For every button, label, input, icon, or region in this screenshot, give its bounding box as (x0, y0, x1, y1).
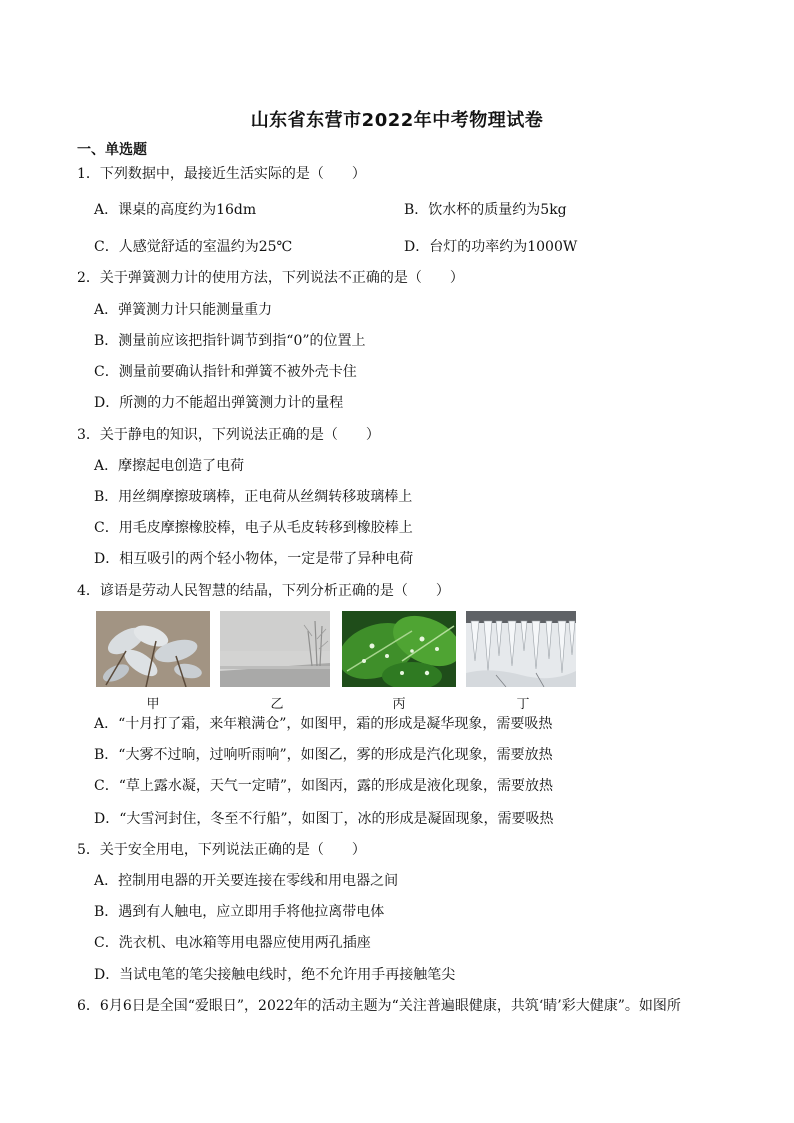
question-2-option-c: C．测量前要确认指针和弹簧不被外壳卡住 (94, 364, 357, 380)
question-1-option-d: D．台灯的功率约为1000W (404, 239, 578, 255)
question-5-option-d: D．当试电笔的笔尖接触电线时，绝不允许用手再接触笔尖 (94, 967, 456, 983)
question-5-stem: 5．关于安全用电，下列说法正确的是（ ） (77, 842, 366, 858)
question-2-option-b: B．测量前应该把指针调节到指“0”的位置上 (94, 333, 366, 349)
question-1-option-c: C．人感觉舒适的室温约为25℃ (94, 239, 293, 255)
question-3-stem: 3．关于静电的知识，下列说法正确的是（ ） (77, 427, 380, 443)
question-5-option-c: C．洗衣机、电冰箱等用电器应使用两孔插座 (94, 935, 371, 951)
photo-label-ding: 丁 (516, 697, 530, 712)
question-4-figure (96, 611, 581, 711)
photo-label-yi: 乙 (270, 697, 284, 712)
section-heading: 一、单选题 (77, 142, 147, 158)
question-3-option-a: A．摩擦起电创造了电荷 (94, 458, 245, 474)
ice-photo (466, 611, 580, 687)
question-4-option-d: D．“大雪河封住，冬至不行船”，如图丁，冰的形成是凝固现象，需要吸热 (94, 811, 554, 827)
question-2-option-d: D．所测的力不能超出弹簧测力计的量程 (94, 395, 344, 411)
question-4-option-a: A．“十月打了霜，来年粮满仓”，如图甲，霜的形成是凝华现象，需要吸热 (94, 716, 553, 732)
question-2-option-a: A．弹簧测力计只能测量重力 (94, 302, 273, 318)
question-4-option-b: B．“大雾不过晌，过响听雨响”，如图乙，雾的形成是汽化现象，需要放热 (94, 747, 553, 763)
question-1-stem: 1．下列数据中，最接近生活实际的是（ ） (77, 166, 366, 182)
question-1-option-a: A．课桌的高度约为16dm (94, 202, 257, 218)
question-3-option-d: D．相互吸引的两个轻小物体，一定是带了异种电荷 (94, 551, 414, 567)
page-title: 山东省东营市2022年中考物理试卷 (250, 110, 544, 131)
question-2-stem: 2．关于弹簧测力计的使用方法，下列说法不正确的是（ ） (77, 270, 464, 286)
question-3-option-b: B．用丝绸摩擦玻璃棒，正电荷从丝绸转移玻璃棒上 (94, 489, 413, 505)
photo-label-bing: 丙 (392, 697, 406, 712)
photo-label-jia: 甲 (146, 697, 160, 712)
fog-photo (220, 611, 334, 687)
question-6-stem: 6．6月6日是全国“爱眼日”，2022年的活动主题为“关注普遍眼健康，共筑‘睛’彩大健康”。如图所 (77, 998, 681, 1014)
question-5-option-a: A．控制用电器的开关要连接在零线和用电器之间 (94, 873, 399, 889)
question-4-option-c: C．“草上露水凝，天气一定晴”，如图丙，露的形成是液化现象，需要放热 (94, 778, 554, 794)
question-3-option-c: C．用毛皮摩擦橡胶棒，电子从毛皮转移到橡胶棒上 (94, 520, 413, 536)
dew-photo (342, 611, 456, 687)
question-1-option-b: B．饮水杯的质量约为5kg (404, 202, 567, 218)
frost-photo (96, 611, 210, 687)
question-4-stem: 4．谚语是劳动人民智慧的结晶，下列分析正确的是（ ） (77, 583, 450, 599)
question-5-option-b: B．遇到有人触电，应立即用手将他拉离带电体 (94, 904, 385, 920)
